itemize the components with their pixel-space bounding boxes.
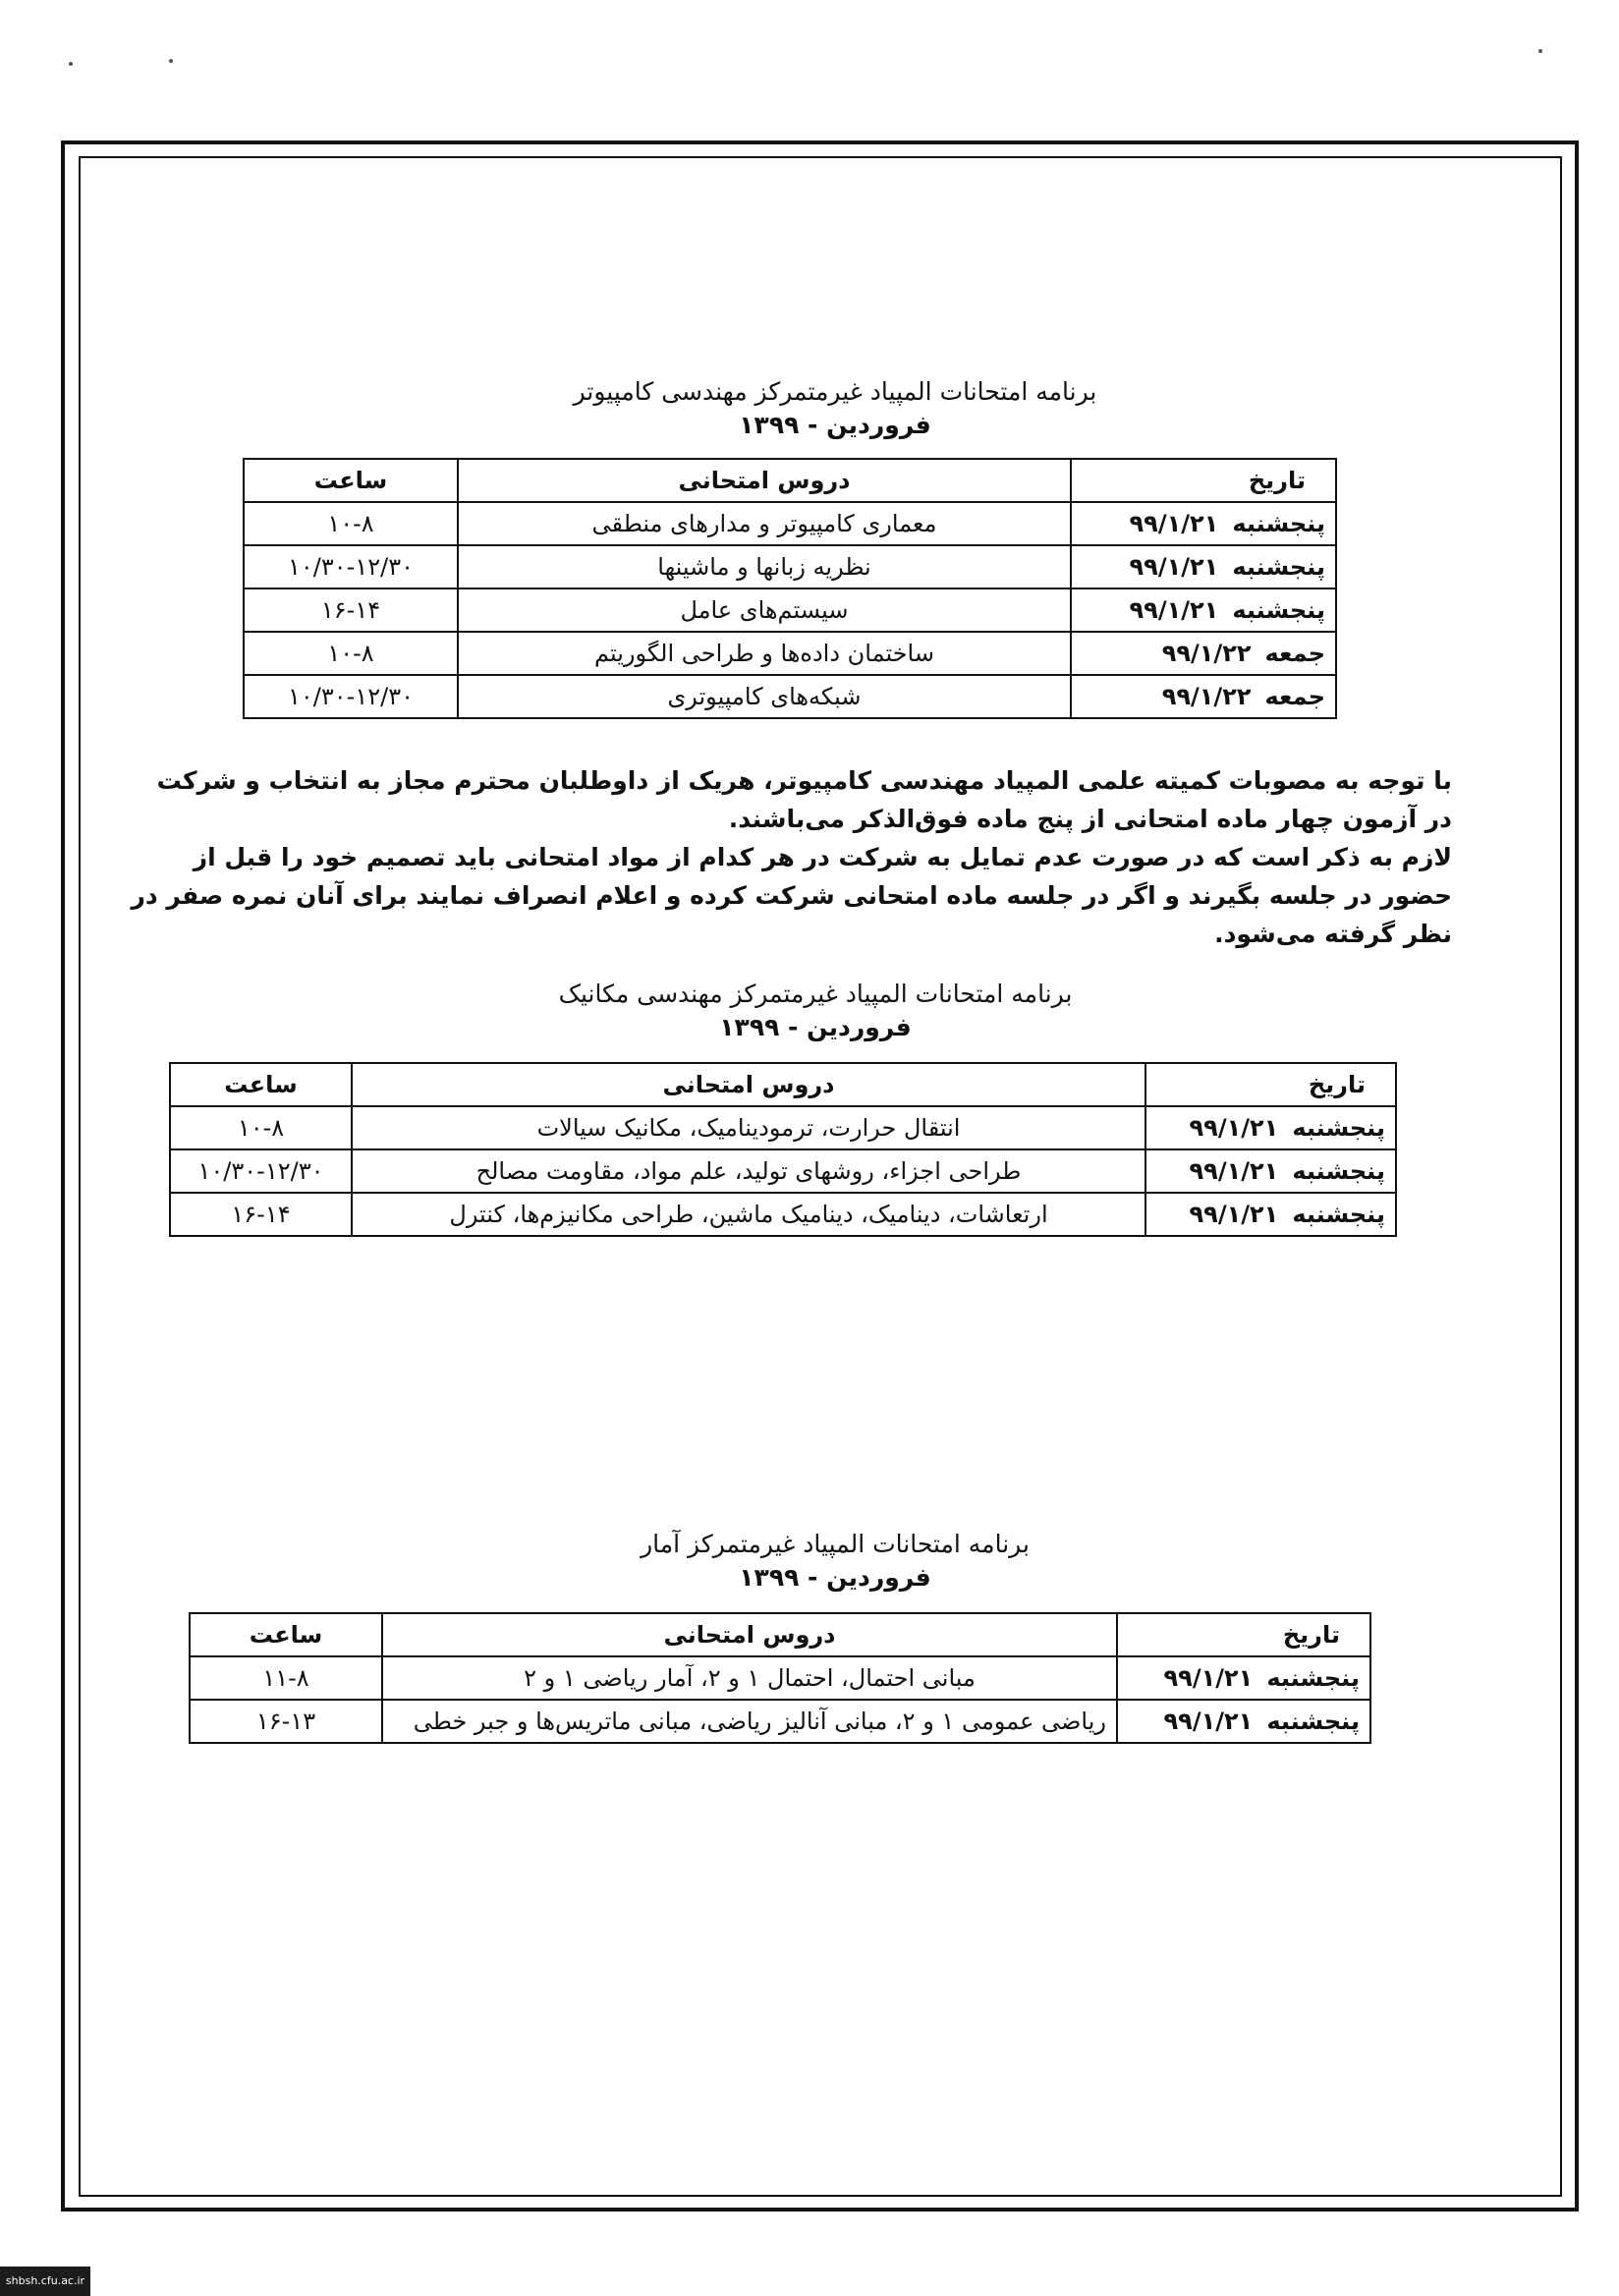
date-cell — [1145, 1149, 1396, 1193]
notice-paragraph-1: با توجه به مصوبات کمیته علمی المپیاد مهندسی کامپیوتر، هریک از داوطلبان محترم مجاز به انتخاب و شرکت در آزمون چهار ماده امتحانی از پنج ماده فوق‌الذکر می‌باشند. — [156, 766, 1452, 833]
time-cell: ۱۰-۸ — [244, 502, 458, 545]
exam-date: ۹۹/۱/۲۱ — [1129, 596, 1219, 624]
course-cell: ساختمان داده‌ها و طراحی الگوریتم — [458, 632, 1071, 675]
day-name: جمعه — [1264, 640, 1325, 667]
time-cell: ۱۶-۱۴ — [170, 1193, 352, 1236]
exam-date: ۹۹/۱/۲۱ — [1189, 1201, 1279, 1228]
scan-speck — [69, 62, 73, 66]
time-cell: ۱۰/۳۰-۱۲/۳۰ — [244, 675, 458, 718]
day-name: جمعه — [1264, 683, 1325, 710]
course-cell: طراحی اجزاء، روشهای تولید، علم مواد، مقاومت مصالح — [352, 1149, 1145, 1193]
day-name: پنجشنبه — [1292, 1201, 1385, 1228]
table-row — [244, 502, 1336, 545]
date-cell — [1071, 632, 1336, 675]
time-cell: ۱۰/۳۰-۱۲/۳۰ — [244, 545, 458, 588]
date-cell — [1117, 1656, 1370, 1700]
header-date: تاریخ — [1071, 459, 1336, 502]
table-row — [170, 1106, 1396, 1149]
day-name: پنجشنبه — [1266, 1708, 1360, 1735]
table-header-row — [170, 1063, 1396, 1106]
date-cell — [1071, 545, 1336, 588]
statistics-subtitle: فروردین - ۱۳۹۹ — [739, 1563, 931, 1592]
table-row — [244, 588, 1336, 632]
table-header-row — [190, 1613, 1370, 1656]
time-cell: ۱۰-۸ — [244, 632, 458, 675]
course-cell: مبانی احتمال، احتمال ۱ و ۲، آمار ریاضی ۱ و ۲ — [382, 1656, 1117, 1700]
table-row — [244, 675, 1336, 718]
table-row — [244, 545, 1336, 588]
statistics-title: برنامه امتحانات المپیاد غیرمتمرکز آمار — [641, 1530, 1030, 1558]
table-row — [170, 1149, 1396, 1193]
date-cell — [1071, 675, 1336, 718]
header-courses: دروس امتحانی — [458, 459, 1071, 502]
scan-speck — [1538, 49, 1542, 53]
day-name: پنجشنبه — [1232, 510, 1325, 537]
header-time: ساعت — [190, 1613, 382, 1656]
day-name: پنجشنبه — [1292, 1114, 1385, 1142]
scan-speck — [169, 59, 173, 63]
exam-notice — [126, 761, 1452, 953]
header-courses: دروس امتحانی — [382, 1613, 1117, 1656]
computer-title: برنامه امتحانات المپیاد غیرمتمرکز مهندسی کامپیوتر — [573, 377, 1097, 406]
exam-date: ۹۹/۱/۲۲ — [1161, 640, 1252, 667]
notice-paragraph-2: لازم به ذکر است که در صورت عدم تمایل به شرکت در هر کدام از مواد امتحانی باید تصمیم خود را قبل از حضور در جلسه بگیرند و اگر در جلسه ماده امتحانی شرکت کرده و اعلام انصراف نمایند برای آنان نمره صفر در نظر گرفته می‌شود. — [131, 843, 1452, 948]
mechanical-title: برنامه امتحانات المپیاد غیرمتمرکز مهندسی مکانیک — [558, 980, 1073, 1008]
header-date: تاریخ — [1145, 1063, 1396, 1106]
course-cell: نظریه زبانها و ماشینها — [458, 545, 1071, 588]
table-row — [244, 632, 1336, 675]
site-watermark-logo: shbsh.cfu.ac.ir — [0, 2267, 90, 2296]
header-time: ساعت — [170, 1063, 352, 1106]
day-name: پنجشنبه — [1266, 1664, 1360, 1692]
computer-section-title — [491, 375, 1179, 442]
course-cell: ریاضی عمومی ۱ و ۲، مبانی آنالیز ریاضی، مبانی ماتریس‌ها و جبر خطی — [382, 1700, 1117, 1743]
table-row — [170, 1193, 1396, 1236]
computer-subtitle: فروردین - ۱۳۹۹ — [739, 411, 931, 439]
table-header-row — [244, 459, 1336, 502]
date-cell — [1071, 588, 1336, 632]
statistics-exam-table — [189, 1612, 1371, 1744]
course-cell: شبکه‌های کامپیوتری — [458, 675, 1071, 718]
course-cell: سیستم‌های عامل — [458, 588, 1071, 632]
exam-date: ۹۹/۱/۲۲ — [1161, 683, 1252, 710]
date-cell — [1145, 1193, 1396, 1236]
header-date: تاریخ — [1117, 1613, 1370, 1656]
day-name: پنجشنبه — [1232, 596, 1325, 624]
table-row — [190, 1656, 1370, 1700]
header-time: ساعت — [244, 459, 458, 502]
course-cell: ارتعاشات، دینامیک، دینامیک ماشین، طراحی مکانیزم‌ها، کنترل — [352, 1193, 1145, 1236]
date-cell — [1145, 1106, 1396, 1149]
computer-exam-table — [243, 458, 1337, 719]
exam-date: ۹۹/۱/۲۱ — [1189, 1157, 1279, 1185]
course-cell: انتقال حرارت، ترمودینامیک، مکانیک سیالات — [352, 1106, 1145, 1149]
course-cell: معماری کامپیوتر و مدارهای منطقی — [458, 502, 1071, 545]
exam-date: ۹۹/۱/۲۱ — [1129, 510, 1219, 537]
mechanical-section-title — [472, 978, 1159, 1044]
time-cell: ۱۰-۸ — [170, 1106, 352, 1149]
date-cell — [1117, 1700, 1370, 1743]
time-cell: ۱۱-۸ — [190, 1656, 382, 1700]
day-name: پنجشنبه — [1232, 553, 1325, 581]
exam-date: ۹۹/۱/۲۱ — [1129, 553, 1219, 581]
exam-date: ۹۹/۱/۲۱ — [1189, 1114, 1279, 1142]
time-cell: ۱۶-۱۳ — [190, 1700, 382, 1743]
mechanical-exam-table — [169, 1062, 1397, 1237]
time-cell: ۱۰/۳۰-۱۲/۳۰ — [170, 1149, 352, 1193]
statistics-section-title — [491, 1528, 1179, 1595]
table-row — [190, 1700, 1370, 1743]
exam-date: ۹۹/۱/۲۱ — [1163, 1664, 1254, 1692]
time-cell: ۱۶-۱۴ — [244, 588, 458, 632]
header-courses: دروس امتحانی — [352, 1063, 1145, 1106]
day-name: پنجشنبه — [1292, 1157, 1385, 1185]
mechanical-subtitle: فروردین - ۱۳۹۹ — [719, 1013, 912, 1041]
date-cell — [1071, 502, 1336, 545]
exam-date: ۹۹/۱/۲۱ — [1163, 1708, 1254, 1735]
